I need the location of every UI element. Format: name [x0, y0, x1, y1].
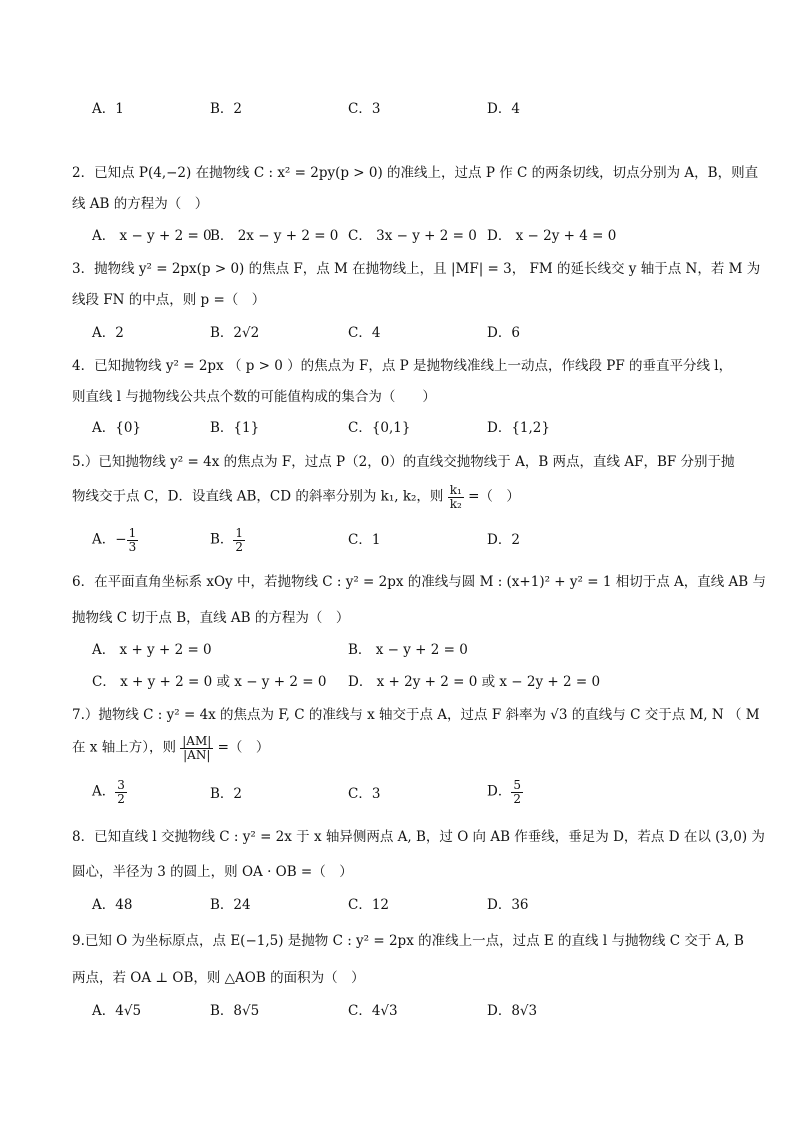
q7-option-d-num: 5 [513, 778, 521, 792]
q7-option-b: B．2 [210, 786, 243, 802]
q8-option-d: D．36 [487, 897, 529, 913]
q8-option-a: A．48 [92, 897, 133, 913]
q5-option-b-fraction [233, 527, 245, 553]
q7-option-a-num: 3 [117, 778, 125, 792]
q3-option-c: C．4 [348, 325, 381, 341]
q0-option-d: D．4 [487, 101, 520, 117]
q6-option-c: C． x + y + 2 = 0 或 x − y + 2 = 0 [92, 674, 327, 690]
q4-option-d: D．{1,2} [487, 420, 550, 436]
q5-option-a-prefix: A．− [92, 531, 127, 548]
q8-stem-line1: 8．已知直线 l 交抛物线 C : y² = 2x 于 x 轴异侧两点 A, B，过 O 向 AB 作垂线，垂足为 D，若点 D 在以 (3,0) 为 [72, 829, 765, 845]
q9-option-b: B．8√5 [210, 1003, 260, 1019]
q5-fraction-numerator: k₁ [449, 483, 462, 497]
q2-option-a: A． x − y + 2 = 0 [92, 228, 212, 244]
q5-option-b-num: 1 [235, 526, 244, 540]
q4-stem-line2: 则直线 l 与抛物线公共点个数的可能值构成的集合为（ ） [72, 389, 436, 405]
q7-option-d-fraction [511, 779, 523, 805]
q7-stem-line2 [72, 735, 269, 761]
q5-option-c: C．1 [348, 532, 381, 548]
q5-option-b-den: 2 [235, 539, 244, 554]
q5-fraction-denominator: k₂ [449, 496, 462, 511]
q5-stem-line1: 5.）已知抛物线 y² = 4x 的焦点为 F，过点 P（2，0）的直线交抛物线于 A，B 两点，直线 AF，BF 分别于抛 [72, 454, 735, 470]
q3-option-b: B．2√2 [210, 325, 260, 341]
q8-option-c: C．12 [348, 897, 390, 913]
q7-stem-line2-text: 在 x 轴上方），则 [72, 739, 176, 756]
q7-option-d [487, 779, 523, 805]
q7-ratio-fraction [180, 735, 213, 761]
q5-option-a [92, 527, 138, 553]
q5-stem-line2 [72, 484, 520, 510]
q7-option-a [92, 779, 127, 805]
q0-option-c: C．3 [348, 101, 381, 117]
q7-option-a-fraction [115, 779, 127, 805]
q2-option-d: D． x − 2y + 4 = 0 [487, 228, 617, 244]
q9-option-a: A．4√5 [92, 1003, 142, 1019]
q4-stem-line1: 4．已知抛物线 y² = 2px （ p > 0 ）的焦点为 F，点 P 是抛物线准线上一动点，作线段 PF 的垂直平分线 l， [72, 358, 733, 374]
q5-option-a-fraction [127, 527, 139, 553]
q3-option-d: D．6 [487, 325, 520, 341]
q2-option-b: B． 2x − y + 2 = 0 [210, 228, 339, 244]
q0-option-b: B．2 [210, 101, 243, 117]
q7-option-a-den: 2 [117, 791, 125, 806]
q7-option-c: C．3 [348, 786, 381, 802]
q7-option-d-prefix: D． [487, 783, 512, 800]
q5-option-b-prefix: B． [210, 531, 234, 548]
q5-ratio-fraction [448, 484, 464, 510]
q3-option-a: A．2 [92, 325, 124, 341]
q3-stem-line2: 线段 FN 的中点，则 p =（ ） [72, 292, 266, 308]
q5-option-a-den: 3 [128, 539, 137, 554]
q7-fraction-numerator: |AM| [182, 734, 212, 748]
q6-stem-line2: 抛物线 C 切于点 B，直线 AB 的方程为（ ） [72, 610, 350, 626]
q7-stem-line1: 7.）抛物线 C : y² = 4x 的焦点为 F, C 的准线与 x 轴交于点 A，过点 F 斜率为 √3 的直线与 C 交于点 M, N （ M [72, 707, 760, 723]
q4-option-c: C．{0,1} [348, 420, 411, 436]
q9-stem-line1: 9.已知 O 为坐标原点，点 E(−1,5) 是抛物 C : y² = 2px 的准线上一点，过点 E 的直线 l 与抛物线 C 交于 A, B [72, 933, 744, 949]
q7-option-d-den: 2 [513, 791, 521, 806]
q2-stem-line2: 线 AB 的方程为（ ） [72, 196, 209, 212]
q5-stem-line2-text: 物线交于点 C，D．设直线 AB，CD 的斜率分别为 k₁, k₂，则 [72, 488, 444, 505]
q5-stem-line2-end: =（ ） [468, 488, 520, 505]
q6-option-d: D． x + 2y + 2 = 0 或 x − 2y + 2 = 0 [348, 674, 601, 690]
q5-option-a-num: 1 [128, 526, 137, 540]
q3-stem-line1: 3．抛物线 y² = 2px(p > 0) 的焦点 F，点 M 在抛物线上，且 |MF| = 3， FM 的延长线交 y 轴于点 N，若 M 为 [72, 261, 761, 277]
q6-stem-line1: 6．在平面直角坐标系 xOy 中，若抛物线 C : y² = 2px 的准线与圆 M : (x+1)² + y² = 1 相切于点 A，直线 AB 与 [72, 574, 767, 590]
q4-option-b: B．{1} [210, 420, 260, 436]
q7-stem-line2-end: =（ ） [217, 739, 270, 756]
q7-fraction-denominator: |AN| [183, 747, 211, 762]
q6-option-b: B． x − y + 2 = 0 [348, 642, 468, 658]
q5-option-b [210, 527, 245, 553]
q6-option-a: A． x + y + 2 = 0 [92, 642, 212, 658]
q9-option-d: D．8√3 [487, 1003, 538, 1019]
q2-option-c: C． 3x − y + 2 = 0 [348, 228, 477, 244]
q9-option-c: C．4√3 [348, 1003, 398, 1019]
q8-stem-line2: 圆心，半径为 3 的圆上，则 OA · OB =（ ） [72, 864, 353, 880]
q5-option-d: D．2 [487, 532, 520, 548]
q7-option-a-prefix: A． [92, 783, 116, 800]
q9-stem-line2: 两点，若 OA ⊥ OB，则 △AOB 的面积为（ ） [72, 970, 365, 986]
q2-stem-line1: 2．已知点 P(4,−2) 在抛物线 C : x² = 2py(p > 0) 的准线上，过点 P 作 C 的两条切线，切点分别为 A，B，则直 [72, 165, 759, 181]
q8-option-b: B．24 [210, 897, 251, 913]
q0-option-a: A．1 [92, 101, 124, 117]
q4-option-a: A．{0} [92, 420, 142, 436]
